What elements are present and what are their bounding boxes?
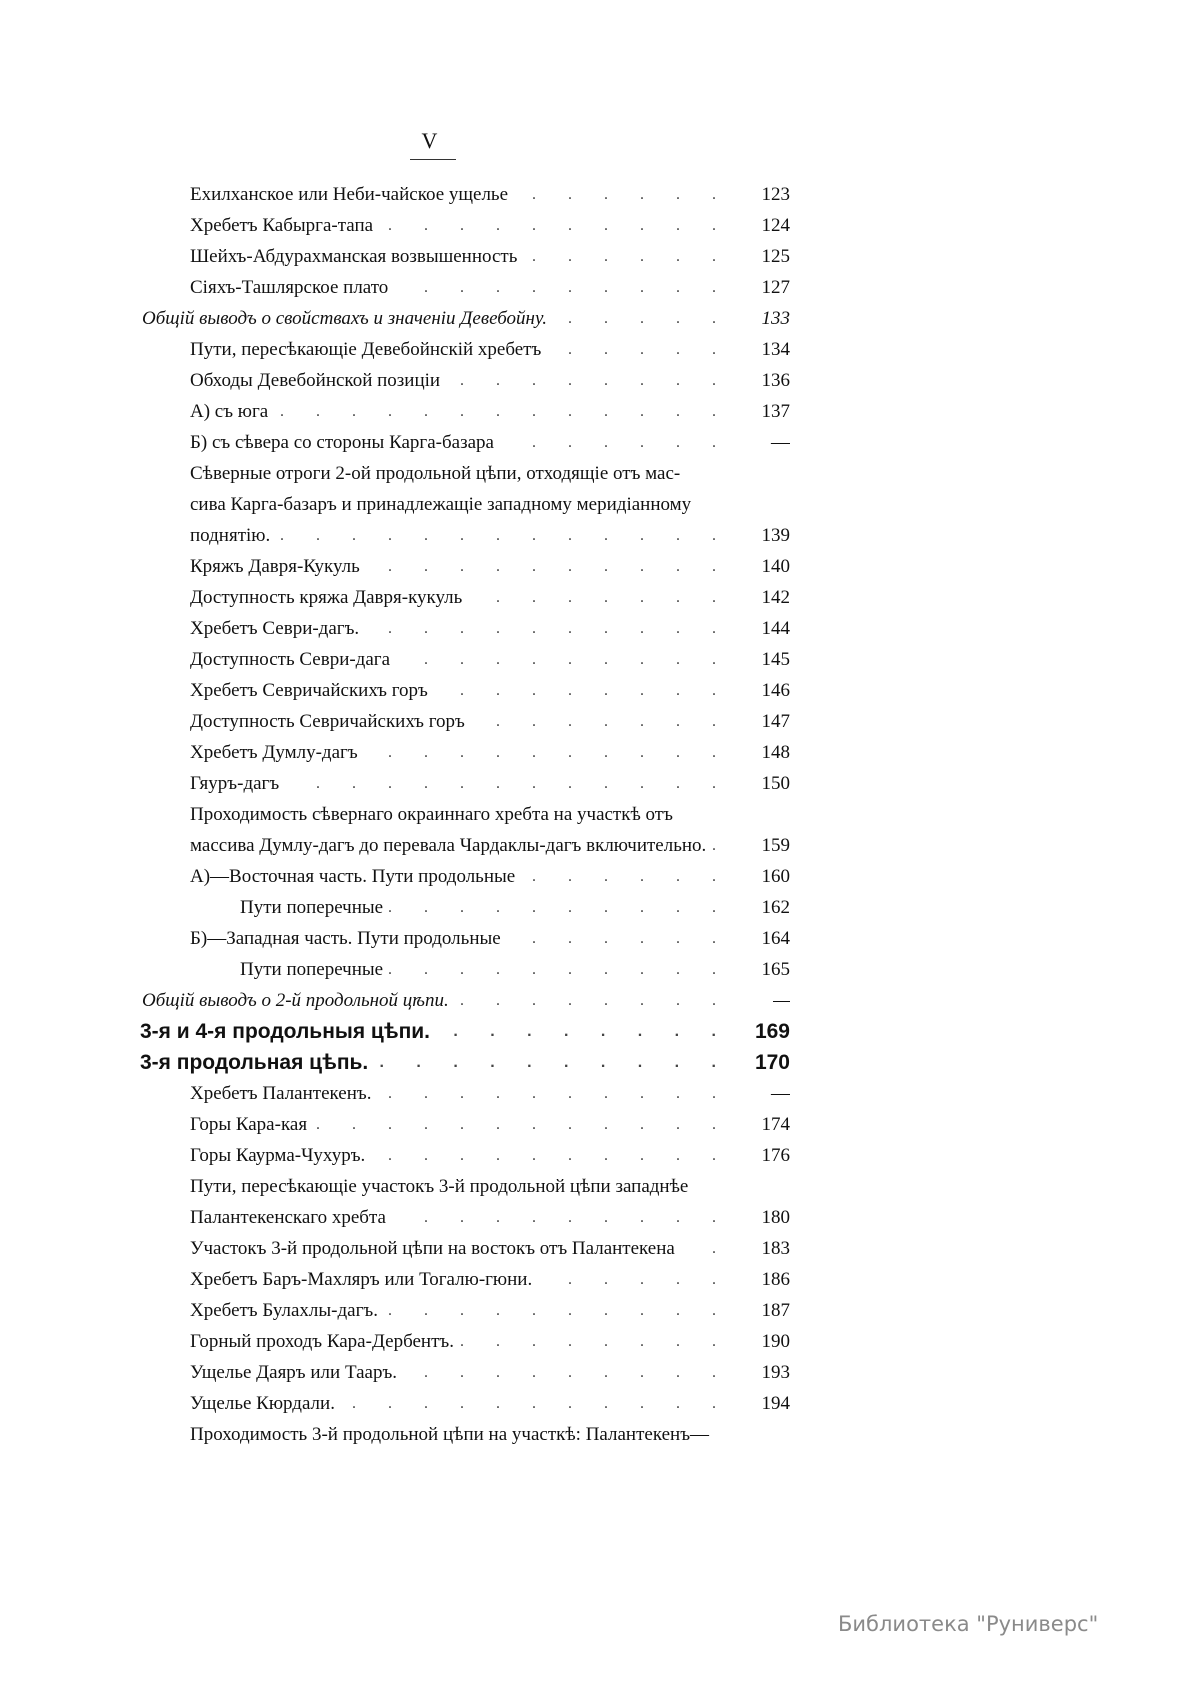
toc-entry: . . . Хребетъ Баръ-Махляръ или Тогалю-гюни. 186 [190, 1265, 790, 1295]
toc-entry: . . . массива Думлу-дагъ до перевала Чардаклы-дагъ включительно. 159 [190, 831, 790, 861]
page-number: V [421, 128, 439, 153]
toc-entry-summary: . . . Общій выводъ о 2-й продольной цѣпи. — [142, 986, 790, 1016]
toc-entry-sub: . . . Пути поперечные 165 [240, 955, 790, 985]
toc-entry: . . . А) съ юга 137 [190, 397, 790, 427]
toc-entry: . . . Обходы Девебойнской позиціи 136 [190, 366, 790, 396]
toc-entry: . . . Пути, пересѣкающіе Девебойнскій хребетъ 134 [190, 335, 790, 365]
toc-entry: . . . Ущелье Кюрдали. 194 [190, 1389, 790, 1419]
toc-entry: . . . Горный проходъ Кара-Дербентъ. 190 [190, 1327, 790, 1357]
toc-entry: . . . Хребетъ Думлу-дагъ 148 [190, 738, 790, 768]
toc-entry: . . . Хребетъ Палантекенъ. — [190, 1079, 790, 1109]
toc-entry: . . . Сіяхъ-Ташлярское плато 127 [190, 273, 790, 303]
toc-entry: . . . Шейхъ-Абдурахманская возвышенность 125 [190, 242, 790, 272]
toc-entry: . . . Хребетъ Булахлы-дагъ. 187 [190, 1296, 790, 1326]
toc-entry: . . . Гяуръ-дагъ 150 [190, 769, 790, 799]
toc-entry: . . . Хребетъ Севри-дагъ. 144 [190, 614, 790, 644]
toc-entry-continued: Проходимость сѣвернаго окраиннаго хребта на участкѣ отъ [190, 800, 790, 830]
toc-entry: . . . поднятію. 139 [190, 521, 790, 551]
toc-entry: . . . Хребетъ Севричайскихъ горъ 146 [190, 676, 790, 706]
toc-entry-sub: . . . Пути поперечные 162 [240, 893, 790, 923]
toc-entry: . . . Кряжъ Давря-Кукуль 140 [190, 552, 790, 582]
page-number-rule [410, 159, 456, 160]
toc-entry: . . . Горы Каурма-Чухуръ. 176 [190, 1141, 790, 1171]
toc-entry-summary: . . . Общій выводъ о свойствахъ и значеніи Девебойну. 133 [142, 304, 790, 334]
toc-entry: . . . Доступность Севричайскихъ горъ 147 [190, 707, 790, 737]
toc-entry: . . . Доступность Севри-дага 145 [190, 645, 790, 675]
toc-entry: . . . Б) съ сѣвера со стороны Карга-базара — [190, 428, 790, 458]
toc-entry: . . . Горы Кара-кая 174 [190, 1110, 790, 1140]
toc-section-heading: . . . 3-я и 4-я продольныя цѣпи. 169 [140, 1017, 790, 1047]
toc-entry: . . . Ущелье Даяръ или Тааръ. 193 [190, 1358, 790, 1388]
toc-entry: . . . Доступность кряжа Давря-кукуль 142 [190, 583, 790, 613]
toc-entry: . . . Б)—Западная часть. Пути продольные 164 [190, 924, 790, 954]
toc-entry-continued: Проходимость 3-й продольной цѣпи на участкѣ: Палантекенъ— [190, 1420, 790, 1450]
toc-entry: . . . Палантекенскаго хребта 180 [190, 1203, 790, 1233]
toc-entry: . . . Хребетъ Кабырга-тапа 124 [190, 211, 790, 241]
toc-entry: . . . Ехилханское или Неби-чайское ущелье 123 [190, 180, 790, 210]
toc-entry: . . . Участокъ 3-й продольной цѣпи на востокъ отъ Палантекена 183 [190, 1234, 790, 1264]
toc-entry-continued: Сѣверные отроги 2-ой продольной цѣпи, отходящіе отъ мас- [190, 459, 790, 489]
library-watermark: Библиотека "Руниверс" [838, 1612, 1099, 1636]
toc-entry-continued: Пути, пересѣкающіе участокъ 3-й продольной цѣпи западнѣе [190, 1172, 790, 1202]
toc-entry-continued: сива Карга-базаръ и принадлежащіе западному меридіанному [190, 490, 790, 520]
toc-entry: . . . А)—Восточная часть. Пути продольные 160 [190, 862, 790, 892]
toc-section-heading: . . . 3-я продольная цѣпь. 170 [140, 1048, 790, 1078]
